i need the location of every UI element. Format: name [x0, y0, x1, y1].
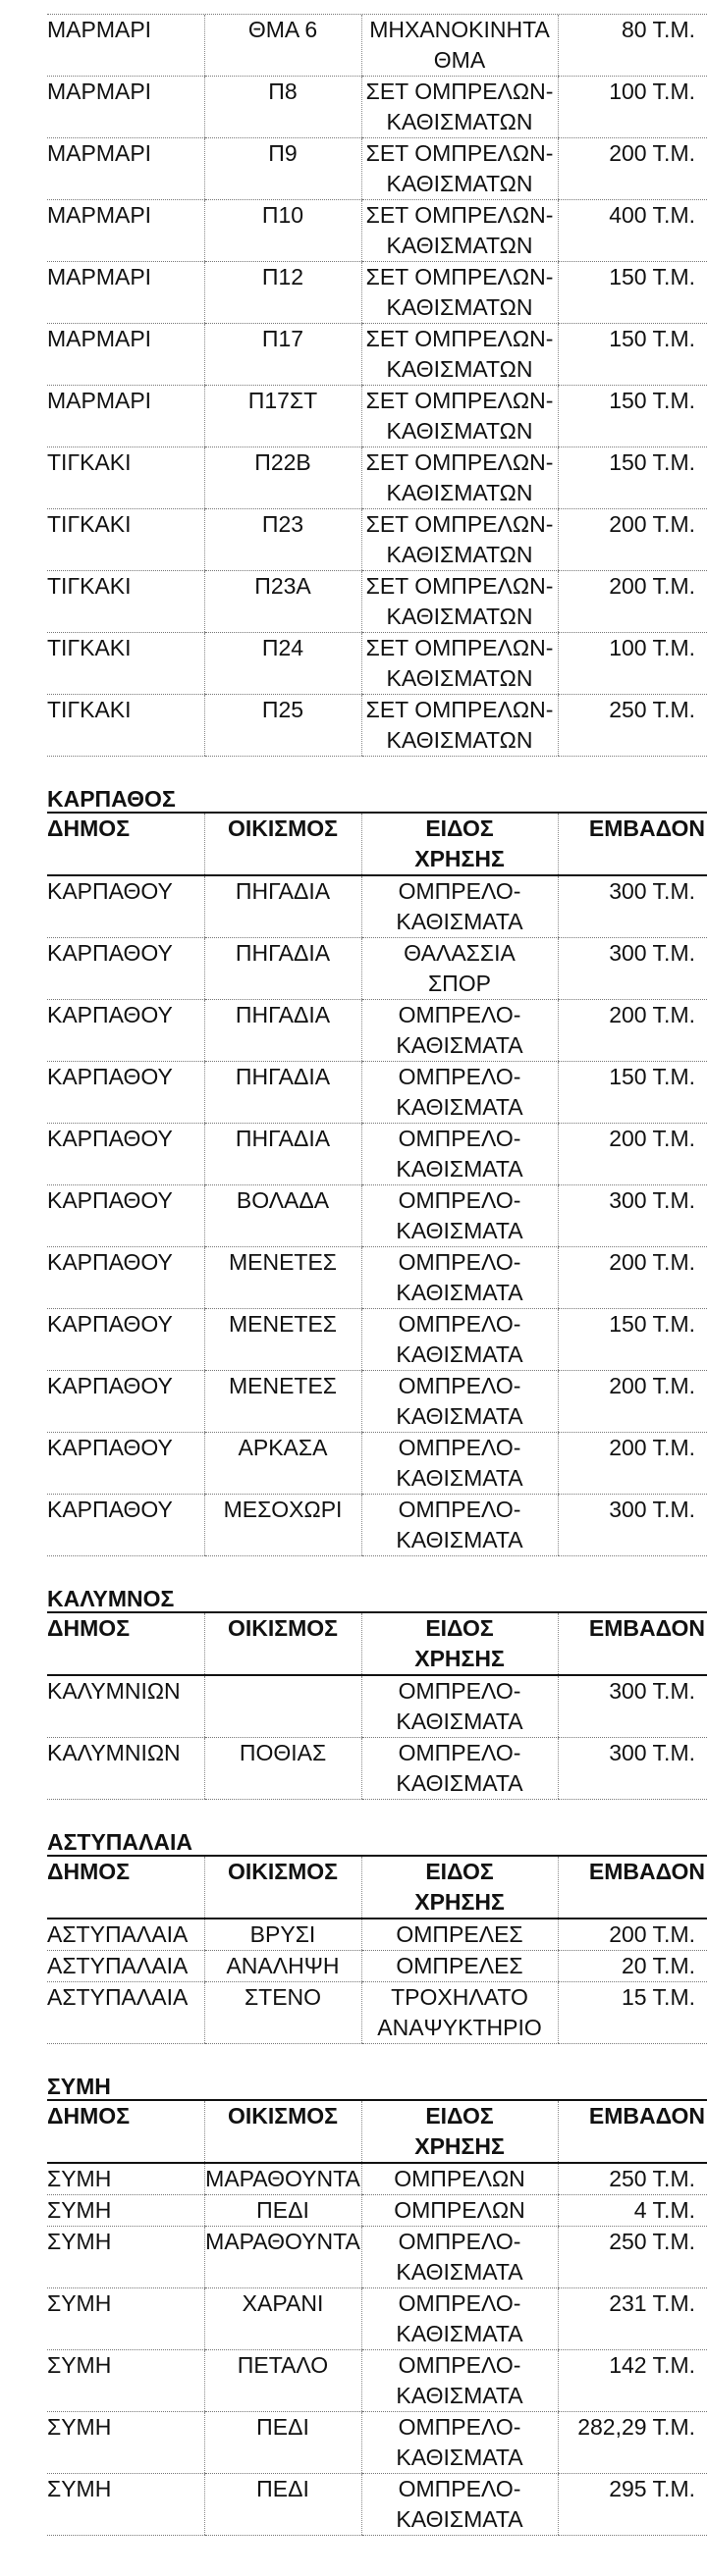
cell-col2: Π17: [204, 324, 361, 386]
table-row: [47, 1919, 707, 1951]
cell-use-type-line: ΟΜΠΡΕΛΟ-: [398, 1002, 521, 1027]
cell-col1: ΤΙΓΚΑΚΙ: [47, 571, 204, 633]
table-row: [47, 2227, 707, 2288]
cell-area: 200 Τ.Μ.: [558, 509, 707, 571]
cell-use-type-line: ΟΜΠΡΕΛΟ-: [398, 2414, 521, 2440]
table-row: [47, 15, 707, 77]
table-row: [47, 1247, 707, 1309]
top-divider: [47, 0, 707, 15]
header-row: [47, 1612, 707, 1675]
header-use-type: [361, 1612, 558, 1675]
table-row: [47, 1185, 707, 1247]
cell-use-type: [361, 2163, 558, 2195]
cell-col2: ΠΕΔΙ: [204, 2474, 361, 2536]
cell-col2: Π9: [204, 138, 361, 200]
cell-use-type-line: ΟΜΠΡΕΛΟ-: [398, 878, 521, 904]
island-section: [47, 786, 707, 1556]
cell-col2: ΠΗΓΑΔΙΑ: [204, 938, 361, 1000]
cell-use-type-line: ΣΕΤ ΟΜΠΡΕΛΩΝ-: [365, 326, 554, 351]
cell-use-type-line: ΚΑΘΙΣΜΑΤΩΝ: [386, 418, 533, 444]
cell-use-type-line: ΟΜΠΡΕΛΟ-: [398, 2290, 521, 2316]
cell-col2: ΠΗΓΑΔΙΑ: [204, 1062, 361, 1124]
cell-col1: ΜΑΡΜΑΡΙ: [47, 324, 204, 386]
island-section: [47, 1829, 707, 2044]
cell-use-type-line: ΟΜΠΡΕΛΟ-: [398, 2352, 521, 2378]
cell-col2: ΜΕΝΕΤΕΣ: [204, 1371, 361, 1433]
cell-use-type-line: ΣΠΟΡ: [427, 971, 492, 996]
cell-use-type-line: ΚΑΘΙΣΜΑΤΩΝ: [386, 294, 533, 320]
cell-col1: ΤΙΓΚΑΚΙ: [47, 509, 204, 571]
cell-use-type: [361, 138, 558, 200]
cell-col2: ΑΝΑΛΗΨΗ: [204, 1951, 361, 1982]
header-settlement: ΟΙΚΙΣΜΟΣ: [204, 813, 361, 875]
cell-col2: ΜΕΝΕΤΕΣ: [204, 1309, 361, 1371]
cell-use-type: [361, 15, 558, 77]
section-title: ΑΣΤΥΠΑΛΑΙΑ: [47, 1829, 192, 1855]
island-section: [47, 2074, 707, 2536]
table-row: [47, 262, 707, 324]
cell-use-type-line: ΚΑΘΙΣΜΑΤΑ: [396, 1341, 523, 1367]
cell-area: 15 Τ.Μ.: [558, 1982, 707, 2044]
cell-col1: ΣΥΜΗ: [47, 2350, 204, 2412]
cell-col1: ΚΑΡΠΑΘΟΥ: [47, 1247, 204, 1309]
cell-use-type-line: ΣΕΤ ΟΜΠΡΕΛΩΝ-: [365, 449, 554, 475]
cell-col2: Π22Β: [204, 447, 361, 509]
cell-use-type-line: ΚΑΘΙΣΜΑΤΑ: [396, 2321, 523, 2346]
cell-use-type: [361, 262, 558, 324]
cell-use-type-line: ΚΑΘΙΣΜΑΤΑ: [396, 1709, 523, 1734]
cell-use-type: [361, 200, 558, 262]
cell-col2: Π23Α: [204, 571, 361, 633]
cell-use-type-line: ΟΜΠΡΕΛΟ-: [398, 1497, 521, 1522]
cell-col1: ΜΑΡΜΑΡΙ: [47, 200, 204, 262]
cell-use-type-line: ΚΑΘΙΣΜΑΤΑ: [396, 2383, 523, 2408]
cell-area: 150 Τ.Μ.: [558, 447, 707, 509]
cell-col2: Π25: [204, 695, 361, 757]
cell-use-type-line: ΚΑΘΙΣΜΑΤΑ: [396, 1465, 523, 1491]
table-row: [47, 1738, 707, 1800]
cell-use-type: [361, 1495, 558, 1556]
cell-use-type: [361, 1309, 558, 1371]
cell-use-type-line: ΟΜΠΡΕΛΟ-: [398, 1187, 521, 1213]
cell-use-type-line: ΚΑΘΙΣΜΑΤΑ: [396, 1156, 523, 1182]
cell-use-type: [361, 1185, 558, 1247]
cell-col2: Π23: [204, 509, 361, 571]
cell-use-type-line: ΚΑΘΙΣΜΑΤΑ: [396, 1218, 523, 1243]
cell-area: 150 Τ.Μ.: [558, 386, 707, 447]
table-row: [47, 2163, 707, 2195]
cell-use-type-line: ΑΝΑΨΥΚΤΗΡΙΟ: [377, 2015, 542, 2040]
header-row: [47, 1856, 707, 1919]
cell-use-type: [361, 2288, 558, 2350]
header-use-type-line: ΧΡΗΣΗΣ: [414, 1889, 505, 1915]
cell-col2: ΠΗΓΑΔΙΑ: [204, 875, 361, 938]
cell-use-type-line: ΚΑΘΙΣΜΑΤΩΝ: [386, 356, 533, 382]
cell-col1: ΑΣΤΥΠΑΛΑΙΑ: [47, 1982, 204, 2044]
table-row: [47, 1000, 707, 1062]
header-area: ΕΜΒΑΔΟΝ: [558, 813, 707, 875]
cell-area: 400 Τ.Μ.: [558, 200, 707, 262]
cell-use-type: [361, 1738, 558, 1800]
cell-col1: ΚΑΡΠΑΘΟΥ: [47, 1371, 204, 1433]
cell-use-type: [361, 2195, 558, 2227]
island-table: [47, 1855, 707, 2044]
cell-use-type: [361, 695, 558, 757]
table-row: [47, 2195, 707, 2227]
header-settlement: ΟΙΚΙΣΜΟΣ: [204, 1856, 361, 1919]
cell-col1: ΤΙΓΚΑΚΙ: [47, 633, 204, 695]
cell-use-type-line: ΚΑΘΙΣΜΑΤΑ: [396, 1094, 523, 1120]
header-use-type: [361, 1856, 558, 1919]
cell-use-type: [361, 2474, 558, 2536]
table-row: [47, 938, 707, 1000]
cell-col1: ΚΑΡΠΑΘΟΥ: [47, 1062, 204, 1124]
section-title: ΚΑΡΠΑΘΟΣ: [47, 786, 176, 812]
cell-col2: Π12: [204, 262, 361, 324]
cell-use-type: [361, 324, 558, 386]
island-table: [47, 2099, 707, 2536]
header-area: ΕΜΒΑΔΟΝ: [558, 1856, 707, 1919]
section-title: ΚΑΛΥΜΝΟΣ: [47, 1586, 175, 1611]
cell-area: 300 Τ.Μ.: [558, 1495, 707, 1556]
header-row: [47, 813, 707, 875]
table-row: [47, 324, 707, 386]
cell-col2: ΜΕΝΕΤΕΣ: [204, 1247, 361, 1309]
cell-col2: ΠΗΓΑΔΙΑ: [204, 1124, 361, 1185]
continuation-table: [47, 15, 707, 757]
section-title: ΣΥΜΗ: [47, 2074, 111, 2099]
cell-area: 150 Τ.Μ.: [558, 324, 707, 386]
cell-area: 250 Τ.Μ.: [558, 2227, 707, 2288]
cell-area: 150 Τ.Μ.: [558, 1062, 707, 1124]
cell-col2: Π17ΣΤ: [204, 386, 361, 447]
header-row: [47, 2100, 707, 2163]
cell-col1: ΚΑΡΠΑΘΟΥ: [47, 1185, 204, 1247]
cell-col2: ΜΑΡΑΘΟΥΝΤΑ: [204, 2163, 361, 2195]
cell-area: 250 Τ.Μ.: [558, 2163, 707, 2195]
cell-col1: ΚΑΡΠΑΘΟΥ: [47, 1495, 204, 1556]
cell-use-type-line: ΚΑΘΙΣΜΑΤΑ: [396, 1032, 523, 1058]
table-row: [47, 1371, 707, 1433]
table-row: [47, 571, 707, 633]
cell-use-type: [361, 1247, 558, 1309]
cell-area: 80 Τ.Μ.: [558, 15, 707, 77]
cell-use-type-line: ΣΕΤ ΟΜΠΡΕΛΩΝ-: [365, 202, 554, 228]
table-row: [47, 1062, 707, 1124]
cell-area: 300 Τ.Μ.: [558, 875, 707, 938]
cell-use-type-line: ΟΜΠΡΕΛΟ-: [398, 1126, 521, 1151]
cell-use-type: [361, 447, 558, 509]
header-use-type-line: ΕΙΔΟΣ: [425, 1859, 494, 1884]
cell-area: 142 Τ.Μ.: [558, 2350, 707, 2412]
cell-use-type-line: ΚΑΘΙΣΜΑΤΑ: [396, 1527, 523, 1552]
cell-use-type-line: ΟΜΠΡΕΛΟ-: [398, 1435, 521, 1460]
cell-use-type-line: ΣΕΤ ΟΜΠΡΕΛΩΝ-: [365, 79, 554, 104]
cell-area: 100 Τ.Μ.: [558, 633, 707, 695]
cell-col1: ΚΑΡΠΑΘΟΥ: [47, 938, 204, 1000]
table-row: [47, 2474, 707, 2536]
cell-area: 200 Τ.Μ.: [558, 1247, 707, 1309]
cell-area: 150 Τ.Μ.: [558, 1309, 707, 1371]
cell-use-type: [361, 633, 558, 695]
cell-col1: ΣΥΜΗ: [47, 2195, 204, 2227]
cell-use-type-line: ΚΑΘΙΣΜΑΤΩΝ: [386, 604, 533, 629]
cell-use-type-line: ΘΜΑ: [433, 47, 486, 73]
cell-use-type: [361, 386, 558, 447]
table-row: [47, 1675, 707, 1738]
cell-col1: ΜΑΡΜΑΡΙ: [47, 138, 204, 200]
cell-area: 150 Τ.Μ.: [558, 262, 707, 324]
cell-use-type-line: ΣΕΤ ΟΜΠΡΕΛΩΝ-: [365, 388, 554, 413]
cell-col1: ΤΙΓΚΑΚΙ: [47, 695, 204, 757]
cell-col2: ΒΡΥΣΙ: [204, 1919, 361, 1951]
cell-use-type: [361, 509, 558, 571]
cell-use-type: [361, 1982, 558, 2044]
cell-area: 200 Τ.Μ.: [558, 1371, 707, 1433]
table-row: [47, 138, 707, 200]
cell-use-type-line: ΚΑΘΙΣΜΑΤΑ: [396, 1403, 523, 1429]
table-row: [47, 2350, 707, 2412]
cell-area: 20 Τ.Μ.: [558, 1951, 707, 1982]
cell-area: 100 Τ.Μ.: [558, 77, 707, 138]
cell-col1: ΑΣΤΥΠΑΛΑΙΑ: [47, 1919, 204, 1951]
cell-area: 295 Τ.Μ.: [558, 2474, 707, 2536]
cell-use-type: [361, 1433, 558, 1495]
cell-col2: ΜΕΣΟΧΩΡΙ: [204, 1495, 361, 1556]
table-row: [47, 386, 707, 447]
cell-use-type: [361, 571, 558, 633]
cell-col1: ΣΥΜΗ: [47, 2163, 204, 2195]
island-table: [47, 812, 707, 1556]
table-row: [47, 77, 707, 138]
table-row: [47, 509, 707, 571]
document-page: [47, 0, 707, 2536]
header-area: ΕΜΒΑΔΟΝ: [558, 2100, 707, 2163]
cell-use-type-line: ΜΗΧΑΝΟΚΙΝΗΤΑ: [369, 17, 550, 42]
cell-col1: ΜΑΡΜΑΡΙ: [47, 15, 204, 77]
cell-use-type-line: ΚΑΘΙΣΜΑΤΩΝ: [386, 665, 533, 691]
header-use-type-line: ΕΙΔΟΣ: [425, 1615, 494, 1641]
cell-col1: ΜΑΡΜΑΡΙ: [47, 77, 204, 138]
cell-area: 282,29 Τ.Μ.: [558, 2412, 707, 2474]
cell-use-type: [361, 1919, 558, 1951]
cell-area: 200 Τ.Μ.: [558, 1124, 707, 1185]
cell-col1: ΚΑΡΠΑΘΟΥ: [47, 1000, 204, 1062]
cell-use-type-line: ΟΜΠΡΕΛΟ-: [398, 1740, 521, 1765]
table-row: [47, 2412, 707, 2474]
cell-use-type-line: ΚΑΘΙΣΜΑΤΑ: [396, 2445, 523, 2470]
cell-col2: ΒΟΛΑΔΑ: [204, 1185, 361, 1247]
cell-area: 231 Τ.Μ.: [558, 2288, 707, 2350]
cell-area: 200 Τ.Μ.: [558, 1433, 707, 1495]
cell-area: 200 Τ.Μ.: [558, 138, 707, 200]
cell-use-type-line: ΣΕΤ ΟΜΠΡΕΛΩΝ-: [365, 697, 554, 722]
cell-use-type-line: ΚΑΘΙΣΜΑΤΩΝ: [386, 480, 533, 505]
cell-col1: ΚΑΡΠΑΘΟΥ: [47, 875, 204, 938]
cell-use-type: [361, 1675, 558, 1738]
cell-use-type-line: ΟΜΠΡΕΛΟ-: [398, 1373, 521, 1398]
header-settlement: ΟΙΚΙΣΜΟΣ: [204, 1612, 361, 1675]
header-municipality: ΔΗΜΟΣ: [47, 1856, 204, 1919]
cell-area: 300 Τ.Μ.: [558, 1185, 707, 1247]
cell-use-type-line: ΚΑΘΙΣΜΑΤΩΝ: [386, 109, 533, 134]
cell-use-type-line: ΟΜΠΡΕΛΟ-: [398, 1678, 521, 1704]
cell-col2: Π24: [204, 633, 361, 695]
cell-col2: ΧΑΡΑΝΙ: [204, 2288, 361, 2350]
cell-col2: ΠΕΤΑΛΟ: [204, 2350, 361, 2412]
table-row: [47, 1982, 707, 2044]
cell-use-type-line: ΚΑΘΙΣΜΑΤΩΝ: [386, 171, 533, 196]
table-row: [47, 2288, 707, 2350]
header-municipality: ΔΗΜΟΣ: [47, 813, 204, 875]
cell-use-type: [361, 1371, 558, 1433]
cell-area: 200 Τ.Μ.: [558, 571, 707, 633]
cell-col2: [204, 1675, 361, 1738]
cell-use-type: [361, 1062, 558, 1124]
table-row: [47, 447, 707, 509]
cell-use-type-line: ΟΜΠΡΕΛΟ-: [398, 1249, 521, 1275]
table-row: [47, 1433, 707, 1495]
cell-use-type-line: ΟΜΠΡΕΛΩΝ: [394, 2166, 525, 2191]
cell-use-type: [361, 77, 558, 138]
cell-use-type-line: ΣΕΤ ΟΜΠΡΕΛΩΝ-: [365, 140, 554, 166]
cell-use-type: [361, 2227, 558, 2288]
cell-col1: ΜΑΡΜΑΡΙ: [47, 262, 204, 324]
cell-col1: ΚΑΛΥΜΝΙΩΝ: [47, 1675, 204, 1738]
cell-use-type-line: ΤΡΟΧΗΛΑΤΟ: [391, 1984, 528, 2010]
cell-use-type-line: ΣΕΤ ΟΜΠΡΕΛΩΝ-: [365, 264, 554, 289]
table-row: [47, 1495, 707, 1556]
header-use-type-line: ΕΙΔΟΣ: [425, 815, 494, 841]
cell-use-type: [361, 1000, 558, 1062]
table-row: [47, 633, 707, 695]
cell-use-type-line: ΘΑΛΑΣΣΙΑ: [404, 940, 516, 966]
island-table: [47, 1611, 707, 1800]
table-row: [47, 1124, 707, 1185]
cell-col2: ΠΟΘΙΑΣ: [204, 1738, 361, 1800]
table-row: [47, 1309, 707, 1371]
cell-use-type-line: ΣΕΤ ΟΜΠΡΕΛΩΝ-: [365, 511, 554, 537]
cell-use-type-line: ΚΑΘΙΣΜΑΤΑ: [396, 2506, 523, 2532]
cell-col1: ΣΥΜΗ: [47, 2474, 204, 2536]
header-settlement: ΟΙΚΙΣΜΟΣ: [204, 2100, 361, 2163]
cell-use-type: [361, 1951, 558, 1982]
cell-area: 300 Τ.Μ.: [558, 1675, 707, 1738]
cell-use-type-line: ΣΕΤ ΟΜΠΡΕΛΩΝ-: [365, 573, 554, 599]
table-row: [47, 695, 707, 757]
sections-wrap: [47, 786, 707, 2536]
cell-use-type-line: ΟΜΠΡΕΛΟ-: [398, 2229, 521, 2254]
cell-area: 300 Τ.Μ.: [558, 1738, 707, 1800]
cell-col2: ΠΗΓΑΔΙΑ: [204, 1000, 361, 1062]
cell-use-type-line: ΟΜΠΡΕΛΟ-: [398, 1311, 521, 1337]
header-use-type: [361, 2100, 558, 2163]
cell-col1: ΑΣΤΥΠΑΛΑΙΑ: [47, 1951, 204, 1982]
cell-use-type-line: ΟΜΠΡΕΛΟ-: [398, 2476, 521, 2501]
cell-area: 200 Τ.Μ.: [558, 1919, 707, 1951]
cell-col2: Π10: [204, 200, 361, 262]
table-row: [47, 200, 707, 262]
header-use-type: [361, 813, 558, 875]
cell-use-type: [361, 2412, 558, 2474]
cell-use-type-line: ΚΑΘΙΣΜΑΤΩΝ: [386, 727, 533, 753]
cell-col1: ΣΥΜΗ: [47, 2227, 204, 2288]
cell-use-type-line: ΟΜΠΡΕΛΟ-: [398, 1064, 521, 1089]
cell-area: 300 Τ.Μ.: [558, 938, 707, 1000]
cell-use-type-line: ΚΑΘΙΣΜΑΤΑ: [396, 1280, 523, 1305]
cell-col2: ΠΕΔΙ: [204, 2412, 361, 2474]
cell-col1: ΚΑΛΥΜΝΙΩΝ: [47, 1738, 204, 1800]
cell-area: 250 Τ.Μ.: [558, 695, 707, 757]
cell-use-type-line: ΟΜΠΡΕΛΕΣ: [396, 1953, 523, 1978]
cell-area: 4 Τ.Μ.: [558, 2195, 707, 2227]
cell-use-type-line: ΚΑΘΙΣΜΑΤΑ: [396, 1770, 523, 1796]
header-municipality: ΔΗΜΟΣ: [47, 1612, 204, 1675]
cell-col2: ΠΕΔΙ: [204, 2195, 361, 2227]
header-use-type-line: ΕΙΔΟΣ: [425, 2103, 494, 2129]
cell-use-type: [361, 875, 558, 938]
cell-col2: Π8: [204, 77, 361, 138]
cell-col1: ΣΥΜΗ: [47, 2412, 204, 2474]
cell-use-type-line: ΚΑΘΙΣΜΑΤΑ: [396, 909, 523, 934]
cell-use-type-line: ΣΕΤ ΟΜΠΡΕΛΩΝ-: [365, 635, 554, 660]
cell-col1: ΚΑΡΠΑΘΟΥ: [47, 1433, 204, 1495]
cell-use-type-line: ΚΑΘΙΣΜΑΤΩΝ: [386, 542, 533, 567]
table-row: [47, 875, 707, 938]
cell-use-type-line: ΚΑΘΙΣΜΑΤΩΝ: [386, 233, 533, 258]
cell-area: 200 Τ.Μ.: [558, 1000, 707, 1062]
cell-use-type: [361, 938, 558, 1000]
cell-col1: ΣΥΜΗ: [47, 2288, 204, 2350]
header-use-type-line: ΧΡΗΣΗΣ: [414, 846, 505, 871]
cell-use-type-line: ΟΜΠΡΕΛΕΣ: [396, 1921, 523, 1947]
header-use-type-line: ΧΡΗΣΗΣ: [414, 2133, 505, 2159]
island-section: [47, 1586, 707, 1800]
cell-col1: ΚΑΡΠΑΘΟΥ: [47, 1124, 204, 1185]
cell-col2: ΘΜΑ 6: [204, 15, 361, 77]
cell-use-type: [361, 2350, 558, 2412]
cell-col1: ΤΙΓΚΑΚΙ: [47, 447, 204, 509]
header-use-type-line: ΧΡΗΣΗΣ: [414, 1646, 505, 1671]
cell-use-type-line: ΟΜΠΡΕΛΩΝ: [394, 2197, 525, 2223]
header-municipality: ΔΗΜΟΣ: [47, 2100, 204, 2163]
table-row: [47, 1951, 707, 1982]
cell-col1: ΜΑΡΜΑΡΙ: [47, 386, 204, 447]
cell-col2: ΣΤΕΝΟ: [204, 1982, 361, 2044]
cell-col2: ΜΑΡΑΘΟΥΝΤΑ: [204, 2227, 361, 2288]
cell-col1: ΚΑΡΠΑΘΟΥ: [47, 1309, 204, 1371]
cell-col2: ΑΡΚΑΣΑ: [204, 1433, 361, 1495]
cell-use-type-line: ΚΑΘΙΣΜΑΤΑ: [396, 2259, 523, 2285]
first-table-wrap: [47, 15, 707, 757]
header-area: ΕΜΒΑΔΟΝ: [558, 1612, 707, 1675]
cell-use-type: [361, 1124, 558, 1185]
